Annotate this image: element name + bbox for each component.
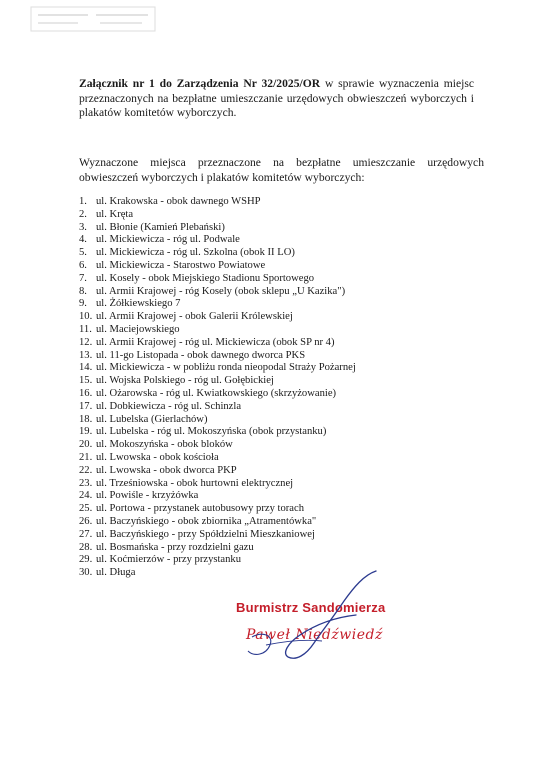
signature-name: Paweł Niedźwiedź — [246, 627, 383, 643]
faded-stamp-mark — [30, 6, 156, 32]
location-number: 13. — [79, 349, 93, 361]
location-text: ul. Bosmańska - przy rozdzielni gazu — [96, 541, 254, 553]
location-number: 9. — [79, 298, 87, 310]
location-number: 19. — [79, 426, 93, 438]
location-item — [79, 439, 499, 452]
location-number: 20. — [79, 439, 93, 451]
location-text: ul. Maciejowskiego — [96, 323, 180, 335]
location-number: 8. — [79, 285, 87, 297]
location-item — [79, 452, 499, 465]
location-number: 2. — [79, 208, 87, 220]
location-item — [79, 324, 499, 337]
location-number: 22. — [79, 464, 93, 476]
location-item — [79, 426, 499, 439]
intro-paragraph: Wyznaczone miejsca przeznaczone na bezpłatne umieszczanie urzędowych obwieszczeń wyborczych i plakatów komitetów wyborczych: — [79, 156, 484, 184]
location-item — [79, 311, 499, 324]
location-number: 1. — [79, 196, 87, 207]
location-number: 10. — [79, 311, 93, 323]
document-title-continuation: w sprawie wyznaczenia miejsc przeznaczonych na bezpłatne umieszczanie urzędowych obwieszczeń wyborczych i plakatów komitetów wyborczych. — [79, 77, 474, 119]
location-text: ul. Żółkiewskiego 7 — [96, 298, 181, 310]
location-text: ul. Baczyńskiego - przy Spółdzielni Mieszkaniowej — [96, 528, 315, 540]
location-item — [79, 209, 499, 222]
location-text: ul. Lwowska - obok dworca PKP — [96, 464, 237, 476]
document-header — [79, 77, 474, 121]
location-text: ul. Armii Krajowej - róg ul. Mickiewicza (obok SP nr 4) — [96, 336, 335, 348]
location-number: 24. — [79, 490, 93, 502]
location-number: 29. — [79, 554, 93, 566]
location-text: ul. Kosely - obok Miejskiego Stadionu Sportowego — [96, 272, 315, 284]
location-number: 16. — [79, 387, 93, 399]
location-item — [79, 222, 499, 235]
location-item — [79, 337, 499, 350]
location-item — [79, 478, 499, 491]
location-number: 5. — [79, 247, 87, 259]
location-item — [79, 375, 499, 388]
location-text: ul. Trześniowska - obok hurtowni elektrycznej — [96, 477, 294, 489]
location-text: ul. Mickiewicza - w pobliżu ronda nieopodal Straży Pożarnej — [96, 362, 356, 374]
location-text: ul. Mickiewicza - Starostwo Powiatowe — [96, 259, 266, 271]
location-item — [79, 503, 499, 516]
location-text: ul. Armii Krajowej - obok Galerii Królewskiej — [96, 311, 293, 323]
location-item — [79, 362, 499, 375]
location-item — [79, 554, 499, 567]
location-item — [79, 388, 499, 401]
location-text: ul. Ożarowska - róg ul. Kwiatkowskiego (skrzyżowanie) — [96, 387, 337, 399]
location-item — [79, 196, 499, 209]
location-text: ul. Baczyńskiego - obok zbiornika „Atramentówka" — [96, 515, 317, 527]
location-number: 25. — [79, 503, 93, 515]
location-item — [79, 273, 499, 286]
location-item — [79, 350, 499, 363]
document-title: Załącznik nr 1 do Zarządzenia Nr 32/2025/OR — [79, 77, 321, 90]
location-text: ul. Kręta — [96, 208, 134, 220]
location-number: 11. — [79, 323, 92, 335]
location-number: 14. — [79, 362, 93, 374]
location-text: ul. Długa — [96, 567, 136, 579]
location-number: 18. — [79, 413, 93, 425]
location-text: ul. 11-go Listopada - obok dawnego dworca PKS — [96, 349, 306, 361]
location-text: ul. Lubelska - róg ul. Mokoszyńska (obok przystanku) — [96, 426, 327, 438]
location-item — [79, 542, 499, 555]
location-item — [79, 401, 499, 414]
location-text: ul. Błonie (Kamień Plebański) — [96, 221, 225, 233]
location-item — [79, 465, 499, 478]
location-text: ul. Armii Krajowej - róg Kosely (obok sklepu „U Kazika") — [96, 285, 346, 297]
location-number: 28. — [79, 541, 93, 553]
location-number: 6. — [79, 259, 87, 271]
location-number: 23. — [79, 477, 93, 489]
location-number: 21. — [79, 451, 93, 463]
location-number: 3. — [79, 221, 87, 233]
location-text: ul. Powiśle - krzyżówka — [96, 490, 199, 502]
location-number: 26. — [79, 515, 93, 527]
location-number: 7. — [79, 272, 87, 284]
location-item — [79, 490, 499, 503]
locations-list — [79, 196, 499, 580]
location-text: ul. Mokoszyńska - obok bloków — [96, 439, 233, 451]
location-item — [79, 529, 499, 542]
location-item — [79, 567, 499, 580]
location-number: 12. — [79, 336, 93, 348]
location-item — [79, 234, 499, 247]
location-number: 30. — [79, 567, 93, 579]
signature-title: Burmistrz Sandomierza — [236, 600, 386, 615]
location-item — [79, 286, 499, 299]
handwritten-signature — [226, 565, 386, 665]
location-text: ul. Dobkiewicza - róg ul. Schinzla — [96, 400, 242, 412]
location-item — [79, 260, 499, 273]
location-text: ul. Koćmierzów - przy przystanku — [96, 554, 242, 566]
location-item — [79, 516, 499, 529]
location-number: 27. — [79, 528, 93, 540]
location-text: ul. Krakowska - obok dawnego WSHP — [96, 196, 261, 207]
location-number: 15. — [79, 375, 93, 387]
location-number: 4. — [79, 234, 87, 246]
location-item — [79, 414, 499, 427]
location-item — [79, 247, 499, 260]
location-number: 17. — [79, 400, 93, 412]
location-text: ul. Lubelska (Gierlachów) — [96, 413, 208, 425]
location-text: ul. Mickiewicza - róg ul. Szkolna (obok II LO) — [96, 247, 295, 259]
location-text: ul. Lwowska - obok kościoła — [96, 451, 219, 463]
location-text: ul. Portowa - przystanek autobusowy przy torach — [96, 503, 304, 515]
location-text: ul. Wojska Polskiego - róg ul. Gołębickiej — [96, 375, 274, 387]
location-item — [79, 298, 499, 311]
location-text: ul. Mickiewicza - róg ul. Podwale — [96, 234, 240, 246]
